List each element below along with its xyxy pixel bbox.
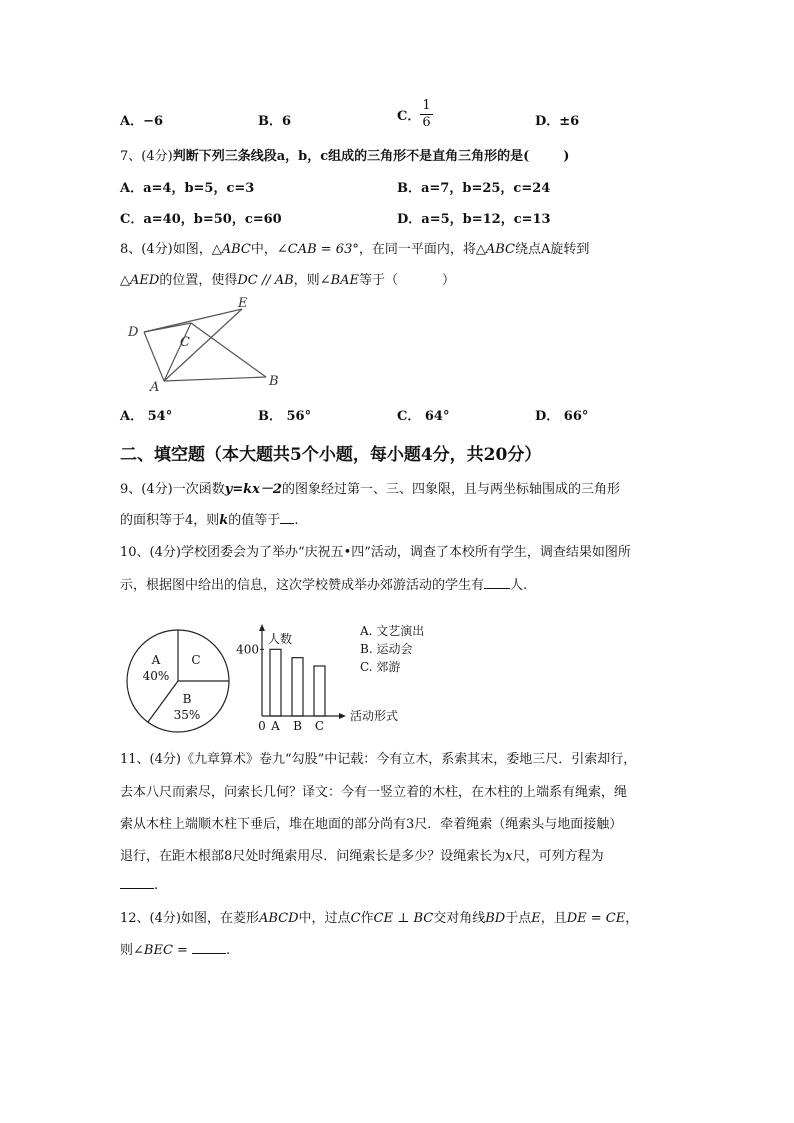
q12-prefix: 12、(4分) bbox=[120, 911, 181, 926]
q11-answer-blank[interactable] bbox=[120, 876, 154, 889]
q12-text: ， bbox=[625, 911, 639, 926]
q11-prefix: 11、(4分) bbox=[120, 752, 181, 767]
q8-option-b: B． 56° bbox=[258, 409, 312, 424]
q9-text: 一次函数 bbox=[172, 482, 225, 497]
q8-text: 的位置，使得 bbox=[159, 273, 238, 288]
q8-text: 绕点A旋转到 bbox=[515, 242, 590, 257]
q12-perpendicular: CE ⊥ BC bbox=[373, 911, 434, 926]
q9-function: y=kx－2 bbox=[224, 482, 282, 497]
x-axis-arrow bbox=[339, 713, 346, 719]
q7-paren-close: ) bbox=[563, 149, 570, 164]
q10-text: 学校团委会为了举办“庆祝五•四”活动，调查了本校所有学生，调查结果如图所 bbox=[180, 545, 631, 560]
q8-stem-line1 bbox=[120, 238, 589, 257]
q8-option-a: A． 54° bbox=[120, 409, 173, 424]
q6-option-c-fraction bbox=[420, 98, 432, 131]
q7-option-c: C．a=40，b=50，c=60 bbox=[120, 212, 282, 227]
bar-b bbox=[292, 658, 303, 716]
q7-option-a: A．a=4，b=5，c=3 bbox=[120, 181, 255, 196]
label-d: D bbox=[128, 325, 139, 340]
q8-triangle-abc: △ABC bbox=[475, 242, 515, 257]
q11-text: . bbox=[154, 878, 159, 893]
bar-c bbox=[314, 666, 325, 716]
q12-stem-line2 bbox=[120, 939, 230, 958]
y-tick-label-400: 400 bbox=[236, 642, 259, 657]
q8-prefix: 8、(4分) bbox=[120, 242, 173, 257]
q8-option-c: C． 64° bbox=[397, 409, 450, 424]
q11-stem-line4 bbox=[120, 845, 604, 864]
q12-text: ，且 bbox=[540, 911, 567, 926]
y-axis-arrow bbox=[259, 624, 265, 631]
x-tick-label-c: C bbox=[314, 719, 325, 733]
q12-stem-line1 bbox=[120, 907, 638, 926]
q12-text: 中，过点 bbox=[298, 911, 351, 926]
pie-slice-a-label: A bbox=[151, 653, 161, 667]
q6-option-a: A．−6 bbox=[120, 114, 164, 129]
q6-option-c-letter: C． bbox=[397, 109, 421, 124]
q11-stem-line1 bbox=[120, 748, 636, 767]
q11-stem-line2: 去本八尺而索尽，问索长几何？译文：今有一竖立着的木柱，在木柱的上端系有绳索，绳 bbox=[120, 785, 628, 800]
q12-angle-bec: ∠BEC = bbox=[133, 943, 188, 958]
q8-figure bbox=[118, 295, 290, 397]
y-axis-label: 人数 bbox=[268, 632, 293, 646]
line-ae bbox=[164, 309, 242, 381]
q9-text: 的值等于 bbox=[228, 513, 281, 528]
line-cb bbox=[191, 323, 266, 377]
q12-text: . bbox=[225, 943, 231, 958]
q11-text: 尺，可列方程为 bbox=[512, 849, 604, 864]
q12-answer-blank[interactable] bbox=[192, 941, 226, 954]
x-tick-label-b: B bbox=[293, 719, 302, 733]
q12-rhombus: ABCD bbox=[258, 911, 299, 926]
line-ab bbox=[164, 377, 266, 381]
q12-text: 则 bbox=[120, 943, 134, 958]
q8-text: 等于（ bbox=[359, 273, 399, 288]
q9-text: . bbox=[294, 513, 299, 528]
line-dc bbox=[144, 323, 191, 332]
q8-angle-bae: ∠BAE bbox=[319, 273, 360, 288]
legend-item-c: C. 郊游 bbox=[360, 660, 401, 674]
x-axis-label: 活动形式 bbox=[350, 709, 399, 723]
q8-parallel: DC // AB bbox=[237, 273, 294, 288]
q9-k: k bbox=[219, 513, 229, 528]
q9-text: 的面积等于4，则 bbox=[120, 513, 220, 528]
q12-text: 如图，在菱形 bbox=[180, 911, 259, 926]
q9-text: 的图象经过第一、三、四象限，且与两坐标轴围成的三角形 bbox=[281, 482, 620, 497]
q8-text: ，在同一平面内，将 bbox=[358, 242, 476, 257]
legend-item-b: B. 运动会 bbox=[360, 642, 413, 656]
pie-slice-c-label: C bbox=[191, 653, 201, 667]
q10-stem-line2 bbox=[120, 574, 527, 593]
q8-stem-line2 bbox=[120, 269, 455, 288]
q9-stem-line2 bbox=[120, 509, 298, 528]
q12-text: 于点 bbox=[505, 911, 532, 926]
q11-text: 《九章算术》卷九“勾股”中记载：今有立木，系索其末，委地三尺．引索却行， bbox=[180, 752, 637, 767]
bar-a bbox=[270, 649, 281, 716]
q10-prefix: 10、(4分) bbox=[120, 545, 181, 560]
section-heading: 二、填空题（本大题共5个小题，每小题4分，共20分） bbox=[120, 445, 542, 465]
pie-slice-b-label: B bbox=[182, 692, 192, 706]
q12-text: 作 bbox=[360, 911, 374, 926]
q11-stem-line3: 索从木柱上端顺木柱下垂后，堆在地面的部分尚有3尺．牵着绳索（绳索头与地面接触） bbox=[120, 817, 623, 832]
q8-triangle-abc: △ABC bbox=[211, 242, 251, 257]
q12-diagonal: BD bbox=[485, 911, 506, 926]
q6-option-c bbox=[397, 98, 433, 131]
q7-option-b: B．a=7，b=25，c=24 bbox=[397, 181, 551, 196]
q7-stem bbox=[120, 145, 569, 164]
q11-x: x bbox=[505, 849, 513, 864]
q10-answer-blank[interactable] bbox=[484, 576, 510, 589]
line-ca bbox=[164, 323, 191, 381]
q8-option-d: D． 66° bbox=[535, 409, 589, 424]
label-e: E bbox=[238, 296, 248, 311]
q12-text: 交对角线 bbox=[433, 911, 486, 926]
q11-answer-line bbox=[120, 876, 158, 893]
q7-prefix: 7、(4分) bbox=[120, 149, 173, 164]
q9-prefix: 9、(4分) bbox=[120, 482, 173, 497]
label-c: C bbox=[180, 335, 190, 350]
label-a: A bbox=[150, 380, 160, 395]
q8-text: ） bbox=[442, 273, 456, 288]
bar-chart bbox=[236, 624, 401, 733]
q7-text: 判断下列三条线段a，b，c组成的三角形不是直角三角形的是( bbox=[172, 149, 530, 164]
q10-text: 示，根据图中给出的信息，这次学校赞成举办郊游活动的学生有 bbox=[120, 578, 485, 593]
q6-option-b: B．6 bbox=[258, 114, 292, 129]
line-da bbox=[144, 332, 164, 381]
pie-slice-b-percent: 35% bbox=[173, 708, 201, 722]
pie-slice-a-percent: 40% bbox=[142, 669, 170, 683]
q12-point-e: E bbox=[531, 911, 541, 926]
q10-stem-line1 bbox=[120, 541, 631, 560]
q12-point-c: C bbox=[350, 911, 361, 926]
fraction-denominator: 6 bbox=[422, 115, 431, 130]
fraction-numerator: 1 bbox=[422, 98, 431, 113]
label-b: B bbox=[269, 374, 279, 389]
q12-equality: DE = CE bbox=[566, 911, 626, 926]
q11-text: 退行，在距木根部8尺处时绳索用尽．问绳索长是多少？设绳索长为 bbox=[120, 849, 506, 864]
q8-text: 如图， bbox=[172, 242, 212, 257]
x-tick-label-a: A bbox=[271, 719, 280, 733]
legend-item-a: A. 文艺演出 bbox=[360, 624, 425, 638]
pie-chart bbox=[127, 630, 229, 732]
origin-label: 0 bbox=[258, 719, 266, 733]
q9-answer-blank[interactable] bbox=[280, 511, 294, 524]
q8-text: ，则 bbox=[293, 273, 320, 288]
q9-stem-line1 bbox=[120, 478, 620, 497]
q6-option-d: D．±6 bbox=[535, 114, 580, 129]
q10-text: 人. bbox=[510, 578, 528, 593]
q8-triangle-aed: △AED bbox=[120, 273, 160, 288]
q10-figure bbox=[120, 618, 440, 738]
q7-option-d: D．a=5，b=12，c=13 bbox=[397, 212, 551, 227]
line-de bbox=[144, 309, 242, 332]
q8-angle-cab: ∠CAB = 63° bbox=[276, 242, 359, 257]
q8-text: 中， bbox=[250, 242, 277, 257]
